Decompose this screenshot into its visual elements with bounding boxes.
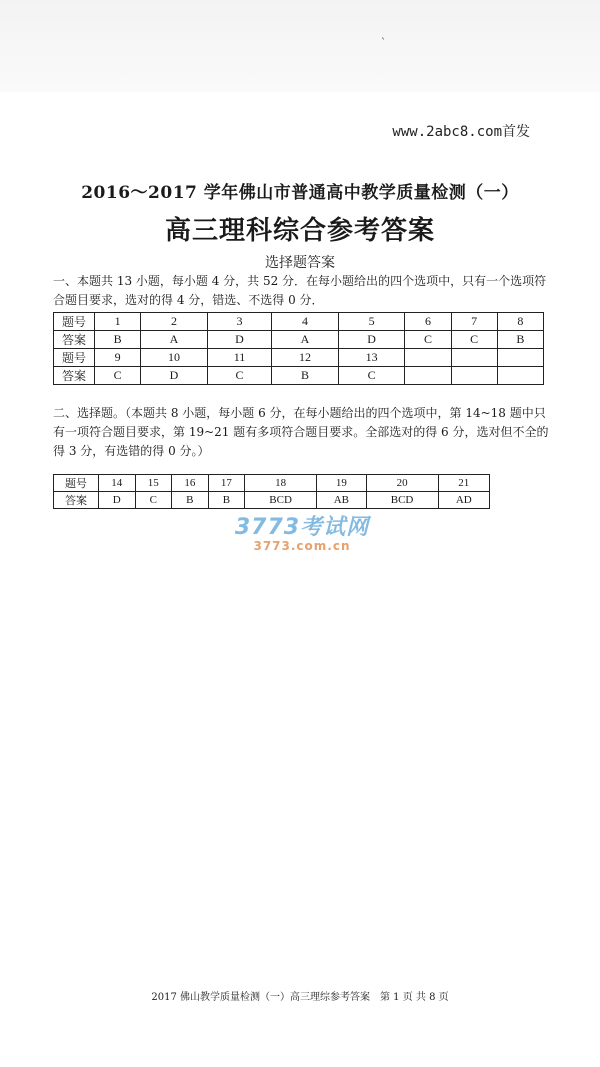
answer-cell: B — [497, 331, 543, 349]
question-number-cell: 19 — [317, 475, 367, 492]
question-number-cell: 15 — [135, 475, 172, 492]
exam-title: 2016～2017 学年佛山市普通高中教学质量检测（一） — [81, 183, 519, 203]
question-number-cell: 11 — [207, 349, 271, 367]
answer-table-part-one — [53, 312, 544, 385]
page-title: 高三理科综合参考答案 — [164, 216, 435, 246]
scan-speck: ˋ — [381, 38, 386, 49]
question-number-cell: 17 — [208, 475, 245, 492]
question-number-cell: 7 — [451, 313, 497, 331]
answer-cell: BCD — [245, 492, 317, 509]
answer-cell: C — [207, 367, 271, 385]
question-number-cell: 10 — [141, 349, 208, 367]
answer-cell: B — [95, 331, 141, 349]
document-page — [0, 92, 600, 1067]
answer-cell: C — [95, 367, 141, 385]
row-label-question: 题号 — [54, 349, 95, 367]
answer-cell: AD — [438, 492, 489, 509]
answer-cell: C — [451, 331, 497, 349]
answer-cell: C — [338, 367, 405, 385]
answer-cell: D — [207, 331, 271, 349]
question-number-cell: 20 — [366, 475, 438, 492]
question-number-cell: 8 — [497, 313, 543, 331]
row-label-question: 题号 — [54, 313, 95, 331]
question-number-cell: 9 — [95, 349, 141, 367]
empty-cell — [497, 367, 543, 385]
question-number-cell: 2 — [141, 313, 208, 331]
question-number-cell: 12 — [272, 349, 339, 367]
table-row — [54, 492, 490, 509]
answer-cell: D — [99, 492, 136, 509]
part-two-instructions: 二、选择题。（本题共 8 小题，每小题 6 分，在每小题给出的四个选项中，第 14~18 题中只有一项符合题目要求，第 19~21 题有多项符合题目要求。全部选对的得 6 分，选对但不全的得 3 分，有选错的得 0 分。） — [53, 406, 549, 458]
empty-cell — [451, 349, 497, 367]
empty-cell — [497, 349, 543, 367]
answer-cell: B — [172, 492, 209, 509]
answer-cell: BCD — [366, 492, 438, 509]
row-label-answer: 答案 — [54, 367, 95, 385]
answer-cell: C — [135, 492, 172, 509]
section-title: 选择题答案 — [265, 255, 335, 271]
question-number-cell: 21 — [438, 475, 489, 492]
question-number-cell: 14 — [99, 475, 136, 492]
question-number-cell: 3 — [207, 313, 271, 331]
logo-watermark-text: 3773考试网 — [234, 515, 370, 540]
site-logo-watermark — [224, 510, 380, 560]
question-number-cell: 16 — [172, 475, 209, 492]
question-number-cell: 18 — [245, 475, 317, 492]
answer-cell: B — [208, 492, 245, 509]
source-watermark: www.2abc8.com首发 — [392, 124, 530, 140]
answer-table-part-two — [53, 474, 490, 509]
question-number-cell: 1 — [95, 313, 141, 331]
row-label-answer: 答案 — [54, 492, 99, 509]
question-number-cell: 5 — [338, 313, 405, 331]
scan-top-edge — [0, 0, 600, 93]
empty-cell — [451, 367, 497, 385]
answer-cell: C — [405, 331, 451, 349]
table-row — [54, 313, 544, 331]
table-row — [54, 349, 544, 367]
answer-cell: D — [338, 331, 405, 349]
table-row — [54, 367, 544, 385]
answer-cell: AB — [317, 492, 367, 509]
answer-cell: A — [141, 331, 208, 349]
part-one-instructions: 一、本题共 13 小题，每小题 4 分，共 52 分．在每小题给出的四个选项中，只有一个选项符合题目要求，选对的得 4 分，错选、不选得 0 分． — [53, 274, 547, 307]
answer-cell: D — [141, 367, 208, 385]
question-number-cell: 13 — [338, 349, 405, 367]
logo-watermark-url: 3773.com.cn — [253, 539, 351, 553]
page-footer: 2017 佛山教学质量检测（一）高三理综参考答案 第 1 页 共 8 页 — [151, 992, 449, 1003]
empty-cell — [405, 367, 451, 385]
answer-cell: A — [272, 331, 339, 349]
table-row — [54, 475, 490, 492]
question-number-cell: 6 — [405, 313, 451, 331]
question-number-cell: 4 — [272, 313, 339, 331]
empty-cell — [405, 349, 451, 367]
row-label-answer: 答案 — [54, 331, 95, 349]
answer-cell: B — [272, 367, 339, 385]
table-row — [54, 331, 544, 349]
row-label-question: 题号 — [54, 475, 99, 492]
